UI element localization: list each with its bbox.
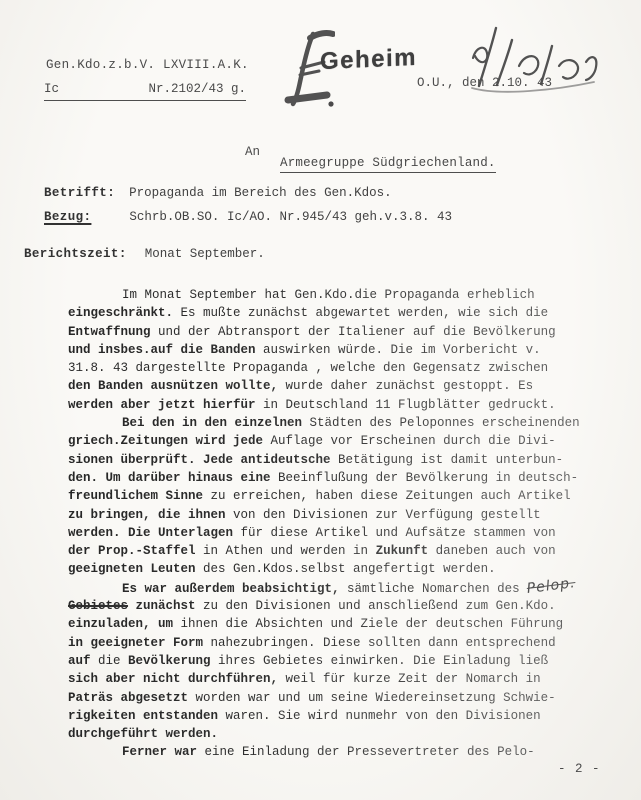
handwritten-correction: Pelop. [526, 574, 577, 597]
secrecy-stamp: Geheim [319, 43, 418, 76]
pen-scribble-icon [438, 24, 600, 120]
file-reference-section: Ic [44, 82, 60, 96]
document-line: einzuladen, um ihnen die Absichten und Ziele der deutschen Führung [68, 617, 564, 632]
file-reference-number: Nr.2102/43 g. [148, 82, 246, 96]
document-line: Bei den in den einzelnen Städten des Peloponnes erscheinenden [122, 416, 580, 431]
document-line: der Prop.-Staffel in Athen und werden in Zukunft daneben auch von [68, 544, 556, 559]
report-period-text: Monat September. [144, 247, 265, 261]
document-line: sionen überprüft. Jede antideutsche Betätigung ist damit unterbun- [68, 452, 564, 467]
document-line: und insbes.auf die Banden auswirken würde. Die im Vorbericht v. [68, 342, 541, 357]
page-number: - 2 - [558, 762, 601, 776]
document-line: durchgeführt werden. [68, 727, 219, 742]
reference-text: Schrb.OB.SO. Ic/AO. Nr.945/43 geh.v.3.8. 43 [129, 210, 452, 224]
document-line: werden aber jetzt hierfür in Deutschland 11 Flugblätter gedruckt. [68, 397, 556, 412]
file-reference [44, 82, 246, 101]
document-line: griech.Zeitungen wird jede Auflage vor Erscheinen durch die Divi- [68, 434, 556, 449]
document-line: den Banden ausnützen wollte, wurde daher zunächst gestoppt. Es [68, 379, 534, 394]
unit-designation: Gen.Kdo.z.b.V. LXVIII.A.K. [46, 58, 249, 72]
reference-row [44, 210, 452, 224]
document-line: Entwaffnung und der Abtransport der Italiener auf die Bevölkerung [68, 324, 556, 339]
document-line: geeigneten Leuten des Gen.Kdos.selbst angefertigt werden. [68, 562, 496, 577]
document-line: Paträs abgesetzt worden war und um seine Wiedereinsetzung Schwie- [68, 690, 556, 705]
reference-label: Bezug: [44, 210, 92, 224]
document-line: eingeschränkt. Es mußte zunächst abgewartet werden, wie sich die [68, 306, 549, 321]
subject-text: Propaganda im Bereich des Gen.Kdos. [129, 186, 392, 200]
document-line: den. Um darüber hinaus eine Beeinflußung der Bevölkerung in deutsch- [68, 470, 579, 485]
document-line: Gebietes zunächst zu den Divisionen und anschließend zum Gen.Kdo. [68, 599, 556, 614]
document-line: Im Monat September hat Gen.Kdo.die Propaganda erheblich [122, 288, 535, 302]
subject-label: Betrifft: [44, 186, 116, 200]
recipient: Armeegruppe Südgriechenland. [280, 156, 496, 173]
document-line: auf die Bevölkerung ihres Gebietes einwirken. Die Einladung ließ [68, 653, 549, 668]
subject-row [44, 186, 392, 200]
document-line: Ferner war eine Einladung der Pressevertreter des Pelo- [122, 745, 535, 760]
document-line: Es war außerdem beabsichtigt, sämtliche Nomarchen des Pelop. [122, 574, 577, 597]
document-line: in geeigneter Form nahezubringen. Diese sollten dann entsprechend [68, 635, 556, 650]
document-line: zu bringen, die ihnen von den Divisionen zur Verfügung gestellt [68, 507, 541, 522]
date-line: O.U., den 2.10. 43 [417, 76, 553, 90]
document-line: rigkeiten entstanden waren. Sie wird nunmehr von den Divisionen [68, 708, 541, 723]
address-prefix: An [245, 145, 261, 159]
document-line: freundlichem Sinne zu erreichen, haben diese Zeitungen auch Artikel [68, 489, 571, 504]
report-period-label: Berichtszeit: [24, 247, 127, 261]
document-line: 31.8. 43 dargestellte Propaganda , welche den Gegensatz zwischen [68, 361, 549, 376]
document-line: werden. Die Unterlagen für diese Artikel und Aufsätze stammen von [68, 525, 556, 540]
document-line: sich aber nicht durchführen, weil für kurze Zeit der Nomarch in [68, 672, 541, 687]
report-period-row [24, 247, 265, 261]
document-body [68, 286, 593, 762]
